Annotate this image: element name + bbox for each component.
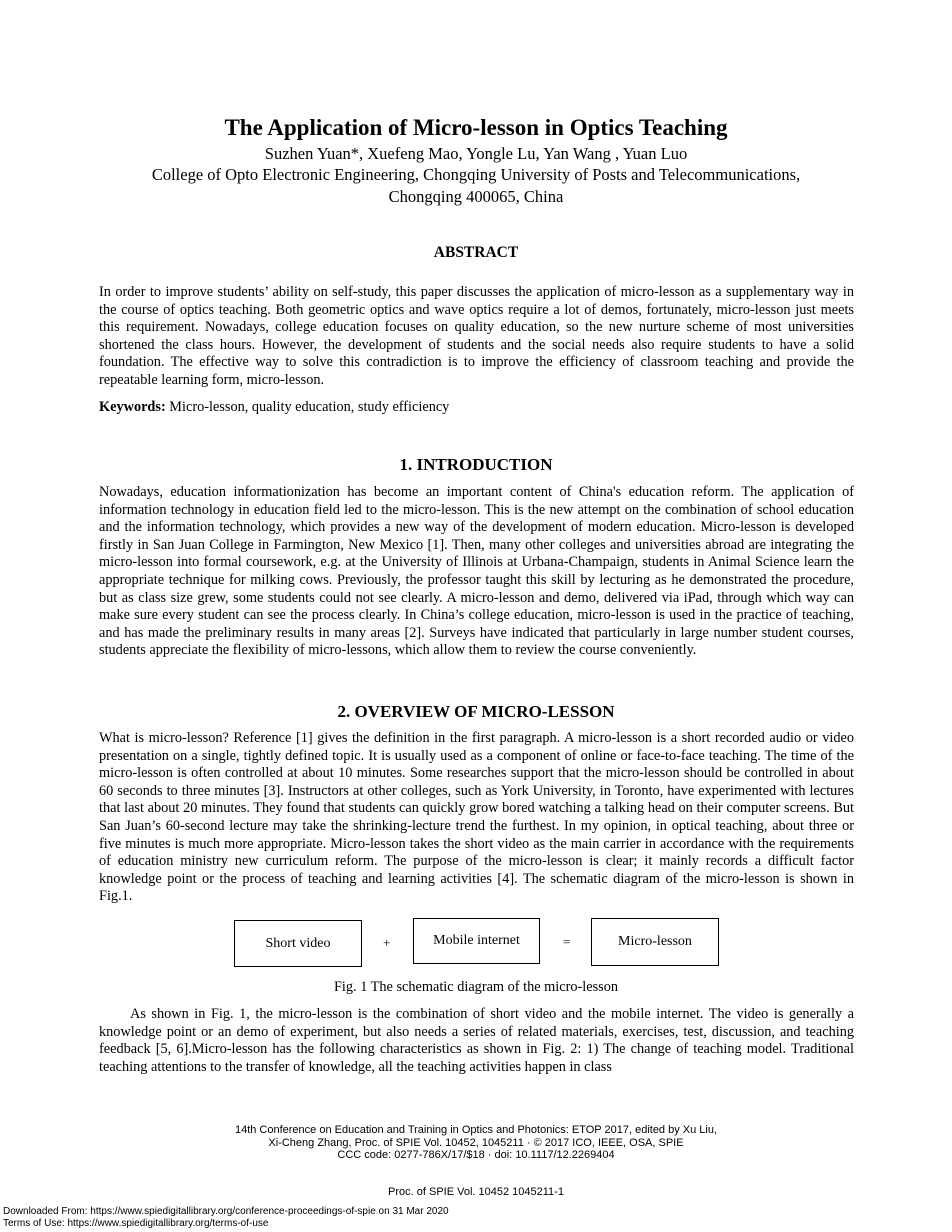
abstract-heading: ABSTRACT — [433, 244, 519, 261]
short-video-label: Short video — [265, 935, 331, 951]
download-notice — [3, 1206, 449, 1229]
abstract-paragraph: In order to improve students’ ability on self-study, this paper discusses the application of micro-lesson as a supplementary way in the course of optics teaching. Both geometric optics and wave optics require a lot of demos, fortunately, micro-lesson just meets this requirement. Nowadays, college education focuses on quality education, so the new nurture scheme of most universities shortened the class hours. However, the development of students and the social needs also require students to have a solid foundation. The effective way to solve this contradiction is to improve the efficiency of classroom teaching and provide the repeatable learning form, micro-lesson. — [99, 284, 854, 388]
downloaded-from-line: Downloaded From: https://www.spiedigitallibrary.org/conference-proceedings-of-spie on 31 Mar 2020 — [3, 1206, 449, 1217]
micro-lesson-box — [591, 918, 719, 966]
figure-1-caption: Fig. 1 The schematic diagram of the micro-lesson — [333, 979, 618, 995]
conference-line-3: CCC code: 0277-786X/17/$18 · doi: 10.1117/12.2269404 — [337, 1149, 615, 1161]
section-1-paragraph: Nowadays, education informationization has become an important content of China's education reform. The application of information technology in education field led to the micro-lesson. This is the new attempt on the combination of school education and the information technology, which provides a new way of the development of modern education. Micro-lesson is developed firstly in San Juan College in Farmington, New Mexico [1]. Then, many other colleges and universities abroad are integrating the micro-lesson into formal coursework, e.g. at the University of Illinois at Urbana-Champaign, students in Animal Science learn the appropriate technique for milking cows. Previously, the professor taught this skill by lecturing as he demonstrated the procedure, but as class size grew, some students could not see clearly. A micro-lesson and demo, delivered via iPad, through which way can make sure every student can see the process clearly. In China’s college education, micro-lesson is used in the practice of teaching, and has made the preliminary results in many areas [2]. Surveys have indicated that particularly in large number student courses, students appreciate the flexibility of micro-lessons, which allow them to review the course conveniently. — [99, 484, 854, 659]
mobile-internet-box — [413, 918, 540, 964]
conference-line-2: Xi-Cheng Zhang, Proc. of SPIE Vol. 10452, 1045211 · © 2017 ICO, IEEE, OSA, SPIE — [268, 1136, 684, 1149]
equals-sign: = — [563, 934, 571, 949]
micro-lesson-label: Micro-lesson — [618, 934, 692, 949]
paper-title: The Application of Micro-lesson in Optics Teaching — [224, 115, 728, 140]
mobile-internet-label: Mobile internet — [433, 933, 520, 948]
section-1-heading: 1. INTRODUCTION — [399, 455, 553, 474]
plus-sign: + — [383, 935, 391, 950]
short-video-box — [234, 920, 362, 967]
keywords-list: Micro-lesson, quality education, study efficiency — [165, 399, 450, 415]
conference-line-1: 14th Conference on Education and Training in Optics and Photonics: ETOP 2017, edited by Xu Liu, — [234, 1124, 718, 1136]
page-identifier: Proc. of SPIE Vol. 10452 1045211-1 — [388, 1186, 564, 1198]
author-list: Suzhen Yuan*, Xuefeng Mao, Yongle Lu, Yan Wang , Yuan Luo — [264, 144, 688, 163]
section-2-continuation — [99, 1006, 854, 1076]
affiliation — [90, 164, 862, 208]
conference-citation — [0, 1124, 952, 1162]
keywords — [99, 398, 854, 416]
keywords-label: Keywords: — [99, 399, 166, 415]
affiliation-line-2: Chongqing 400065, China — [388, 187, 564, 206]
section-1-body — [99, 484, 854, 660]
terms-of-use-line: Terms of Use: https://www.spiedigitallibrary.org/terms-of-use — [3, 1217, 269, 1229]
section-2-paragraph: What is micro-lesson? Reference [1] gives the definition in the first paragraph. A micro-lesson is a short recorded audio or video presentation on a single, tightly defined topic. It is usually used as a component of online or face-to-face teaching. The time of the micro-lesson is often controlled at about 10 minutes. Some researches support that the micro-lesson should be controlled in about 60 seconds to three minutes [3]. Instructors at other colleges, such as York University, in Toronto, have experimented with lectures that last about 20 minutes. They found that students can quickly grow bored watching a talking head on their computer screens. But San Juan’s 60-second lecture may take the shrinking-lecture trend the furthest. In my opinion, in optical teaching, about three or five minutes is much more appropriate. Micro-lesson takes the short video as the main carrier in accordance with the requirements of education ministry new curriculum reform. The purpose of the micro-lesson is clear; it mainly records a difficult factor knowledge point or the process of teaching and learning activities [4]. The schematic diagram of the micro-lesson is shown in Fig.1. — [99, 730, 854, 905]
section-2-paragraph-2: As shown in Fig. 1, the micro-lesson is the combination of short video and the mobile internet. The video is generally a knowledge point or an demo of experiment, but also needs a series of related materials, exercises, test, discussion, and teaching feedback [5, 6].Micro-lesson has the following characteristics as shown in Fig. 2: 1) The change of teaching model. Traditional teaching attentions to the transfer of knowledge, all the teaching activities happen in class — [99, 1006, 854, 1075]
section-2-body — [99, 730, 854, 906]
affiliation-line-1: College of Opto Electronic Engineering, Chongqing University of Posts and Telecommunications, — [151, 165, 801, 184]
abstract-text — [99, 284, 854, 390]
section-2-heading: 2. OVERVIEW OF MICRO-LESSON — [337, 702, 615, 721]
